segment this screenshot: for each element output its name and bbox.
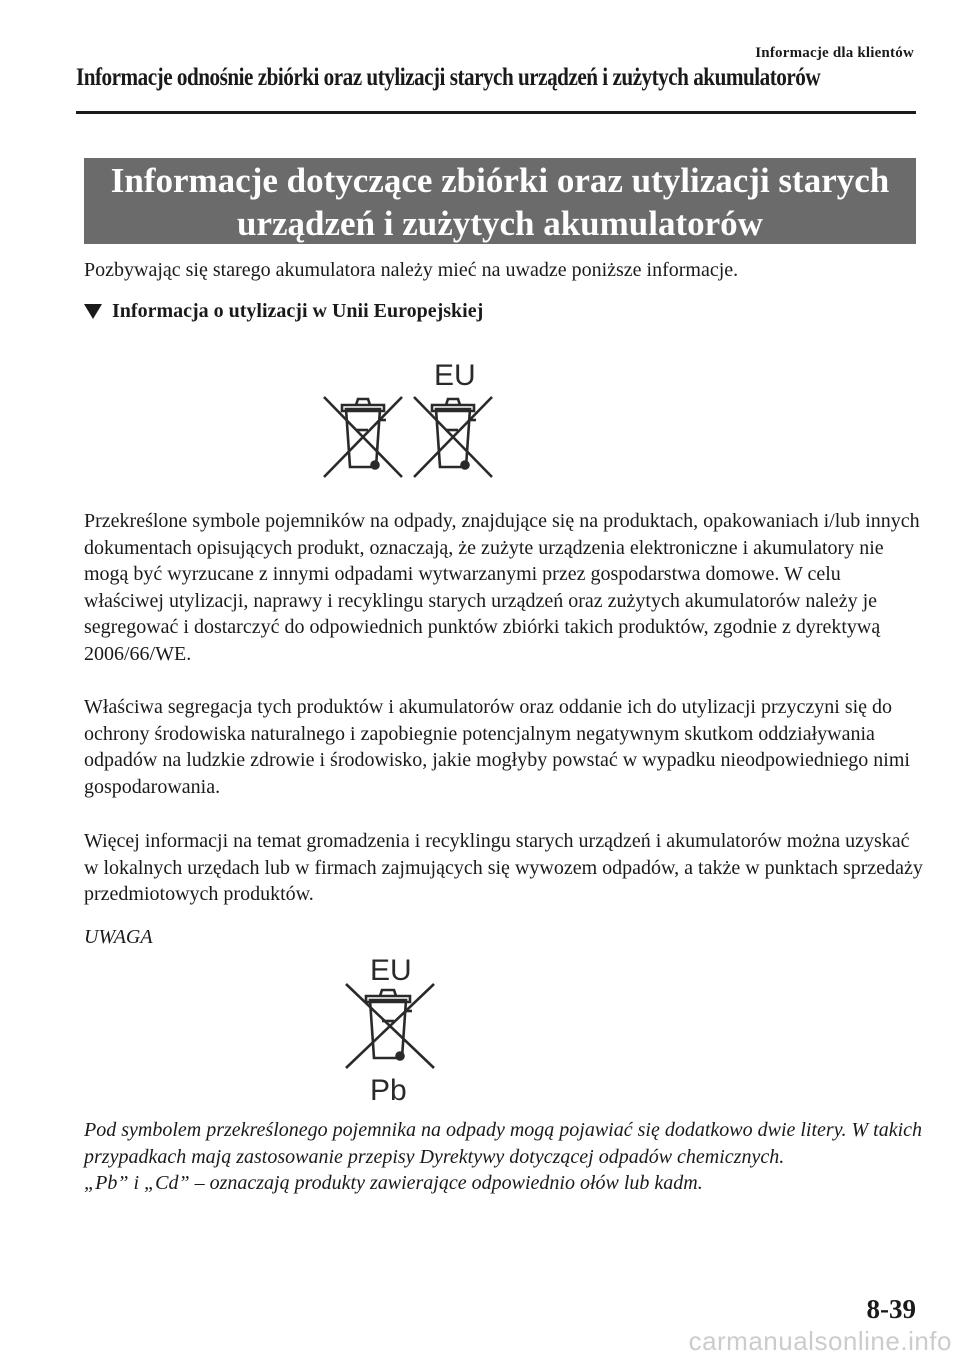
eu-label: EU — [370, 954, 412, 987]
eu-label: EU — [434, 359, 476, 392]
note-text-1: Pod symbolem przekreślonego pojemnika na odpady mogą pojawiać się dodatkowo dwie litery. W takich przypadkach mają zastosowanie przepisy Dyrektywy dotyczącej odpadów chemicznych. — [84, 1119, 923, 1168]
subheading — [84, 300, 483, 323]
paragraph-2: Właściwa segregacja tych produktów i akumulatorów oraz oddanie ich do utylizacji przyczyni się do ochrony środowiska naturalnego i zapobiegnie potencjalnym negatywnym skutkom oddziaływania odpadów na ludzkie zdrowie i środowisko, jakie mogłyby powstać w wypadku nieodpowiedniego nimi gospodarowania. — [84, 696, 910, 798]
section-banner — [84, 158, 916, 244]
subheading-text: Informacja o utylizacji w Unii Europejskiej — [112, 300, 484, 322]
note-label: UWAGA — [84, 926, 153, 948]
page-number: 8-39 — [866, 1294, 916, 1324]
banner-line-2: urządzeń i zużytych akumulatorów — [237, 204, 763, 243]
paragraph-3: Więcej informacji na temat gromadzenia i recyklingu starych urządzeń i akumulatorów można uzyskać w lokalnych urzędach lub w firmach zajmujących się wywozem odpadów, a także w punktach sprzedaży przedmiotowych produktów. — [84, 830, 923, 905]
intro-text: Pozbywając się starego akumulatora należy mieć na uwadze poniższe informacje. — [84, 259, 739, 281]
watermark: carmanualsonline.info — [688, 1326, 952, 1356]
eu-pb-bin-figure — [340, 950, 450, 1105]
eu-bins-figure — [316, 355, 496, 480]
header-divider — [76, 111, 916, 114]
section-label: Informacje dla klientów — [755, 45, 914, 61]
triangle-bullet-icon — [84, 304, 102, 319]
crossed-out-bin-icon — [324, 397, 402, 477]
crossed-out-bin-icon — [346, 984, 434, 1068]
paragraph-1: Przekreślone symbole pojemników na odpady, znajdujące się na produktach, opakowaniach i/lub innych dokumentach opisujących produkt, oznaczają, że zużyte urządzenia elektroniczne i akumulatory nie mogą być wyrzucane z innymi odpadami wytwarzanymi przez gospodarstwa domowe. W celu właściwej utylizacji, naprawy i recyklingu starych urządzeń oraz zużytych akumulatorów należy je segregować i dostarczyć do odpowiednich punktów zbiórki takich produktów, zgodnie z dyrektywą 2006/66/WE. — [84, 510, 920, 665]
page-title: Informacje odnośnie zbiórki oraz utylizacji starych urządzeń i zużytych akumulatorów — [76, 62, 821, 91]
crossed-out-bin-icon — [414, 397, 492, 477]
pb-label: Pb — [370, 1074, 407, 1107]
banner-line-1: Informacje dotyczące zbiórki oraz utylizacji starych — [110, 161, 890, 200]
note-text — [84, 1117, 924, 1197]
note-text-2: „Pb” i „Cd” – oznaczają produkty zawierające odpowiednio ołów lub kadm. — [84, 1172, 703, 1194]
